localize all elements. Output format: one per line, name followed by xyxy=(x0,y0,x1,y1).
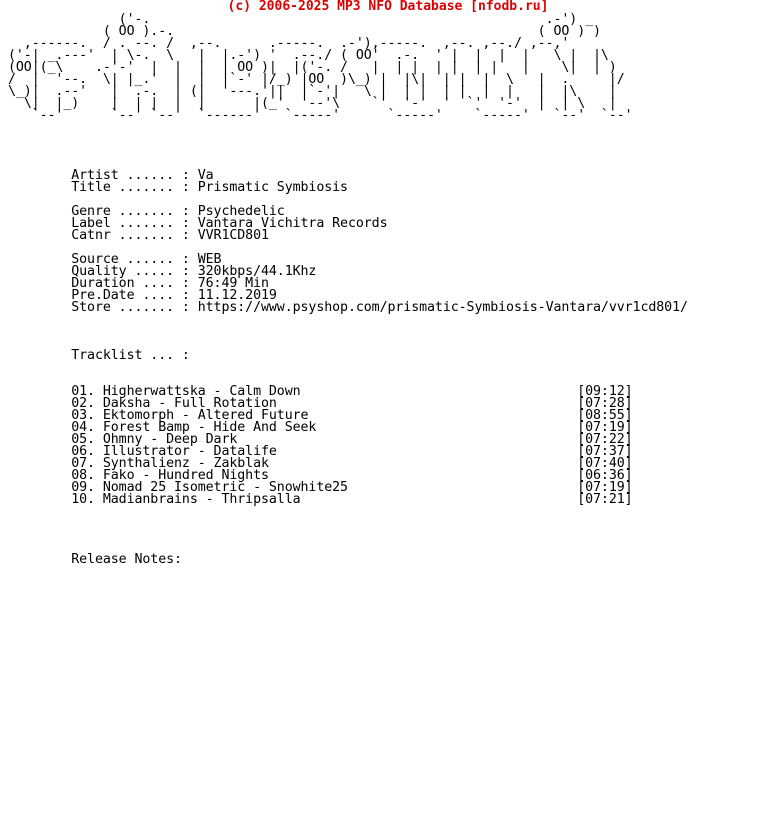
track-number: 04. xyxy=(71,420,95,435)
track-row xyxy=(8,494,688,506)
track-title: Fako - Hundred Nights xyxy=(102,468,269,483)
track-number: 03. xyxy=(71,408,95,423)
track-title: Ektomorph - Altered Future xyxy=(102,408,309,423)
quality-value: 320kbps/44.1Khz xyxy=(197,264,317,279)
track-duration: [07:37] xyxy=(577,444,633,459)
track-duration: [07:19] xyxy=(577,480,633,495)
track-number: 05. xyxy=(71,432,95,447)
track-number: 09. xyxy=(71,480,95,495)
release-notes-row xyxy=(8,554,688,566)
track-duration: [07:21] xyxy=(577,492,633,507)
title-row xyxy=(8,182,688,194)
genre-label: Genre ....... : xyxy=(71,204,190,219)
tracklist-heading-row xyxy=(8,350,688,362)
store-link[interactable]: https://www.psyshop.com/prismatic-Symbiosis-Vantara/vvr1cd801/ xyxy=(197,300,688,315)
copyright-banner: (c) 2006-2025 MP3 NFO Database [nfodb.ru] xyxy=(227,0,549,14)
track-duration: [07:22] xyxy=(577,432,633,447)
tracklist-heading: Tracklist ... : xyxy=(71,348,190,363)
store-label: Store ....... : xyxy=(71,300,190,315)
title-value: Prismatic Symbiosis xyxy=(197,180,348,195)
predate-label: Pre.Date .... : xyxy=(71,288,190,303)
quality-label: Quality ..... : xyxy=(71,264,190,279)
track-duration: [09:12] xyxy=(577,384,633,399)
track-number: 06. xyxy=(71,444,95,459)
artist-label: Artist ...... : xyxy=(71,168,190,183)
duration-label: Duration .... : xyxy=(71,276,190,291)
title-label: Title ....... : xyxy=(71,180,190,195)
track-title: Nomad 25 Isometric - Snowhite25 xyxy=(102,480,348,495)
track-title: Daksha - Full Rotation xyxy=(102,396,277,411)
store-row xyxy=(8,302,688,314)
catnr-label: Catnr ....... : xyxy=(71,228,190,243)
track-title: Synthalienz - Zakblak xyxy=(102,456,269,471)
artist-value: Va xyxy=(197,168,214,183)
tracklist xyxy=(8,386,688,506)
genre-value: Psychedelic xyxy=(197,204,285,219)
source-label: Source ...... : xyxy=(71,252,190,267)
track-number: 08. xyxy=(71,468,95,483)
label-value: Vantara Vichitra Records xyxy=(197,216,388,231)
track-number: 10. xyxy=(71,492,95,507)
track-duration: [07:28] xyxy=(577,396,633,411)
track-number: 02. xyxy=(71,396,95,411)
track-duration: [07:19] xyxy=(577,420,633,435)
track-number: 01. xyxy=(71,384,95,399)
track-number: 07. xyxy=(71,456,95,471)
catnr-row xyxy=(8,230,688,242)
track-duration: [06:36] xyxy=(577,468,633,483)
source-value: WEB xyxy=(197,252,222,267)
track-title: Ohmny - Deep Dark xyxy=(102,432,238,447)
track-duration: [07:40] xyxy=(577,456,633,471)
track-title: Madianbrains - Thripsalla xyxy=(102,492,301,507)
track-title: Forest Bamp - Hide And Seek xyxy=(102,420,317,435)
track-title: Illustrator - Datalife xyxy=(102,444,277,459)
release-notes-heading: Release Notes: xyxy=(71,552,182,567)
ascii-logo: ('-. .-') _ ( OO ).-. ( OO ) ) ,------. / . --. / ,--. .-----. .-'),-----. ,--. ,--./ ,--,' ('-| _.---' | \-. \ | |.-') ' .--./ ( OO' .-. ' | | | | \ | |\ (OO|(_\ .-'-' | | | | OO )| |('-. / | | | | | | | | \| | ) / | '--. \| |_.' | | |`-' |/_) |OO )\_) | |\| | | | \ | . |/ \_)| .--' | .-. | (| '---.'|| |`-'| \ | | | | | | | | |\ | \| |_) | | | | | |(_' '--'\ `' '-' ' `' '-' | | \ | `--' `--' `--' `------' `-----' `-----' `-----' `--' `--' xyxy=(8,12,633,123)
track-title: Higherwattska - Calm Down xyxy=(102,384,301,399)
nfo-document xyxy=(8,14,688,566)
catnr-value: VVR1CD801 xyxy=(197,228,269,243)
duration-value: 76:49 Min xyxy=(197,276,269,291)
predate-value: 11.12.2019 xyxy=(197,288,277,303)
track-duration: [08:55] xyxy=(577,408,633,423)
label-label: Label ....... : xyxy=(71,216,190,231)
